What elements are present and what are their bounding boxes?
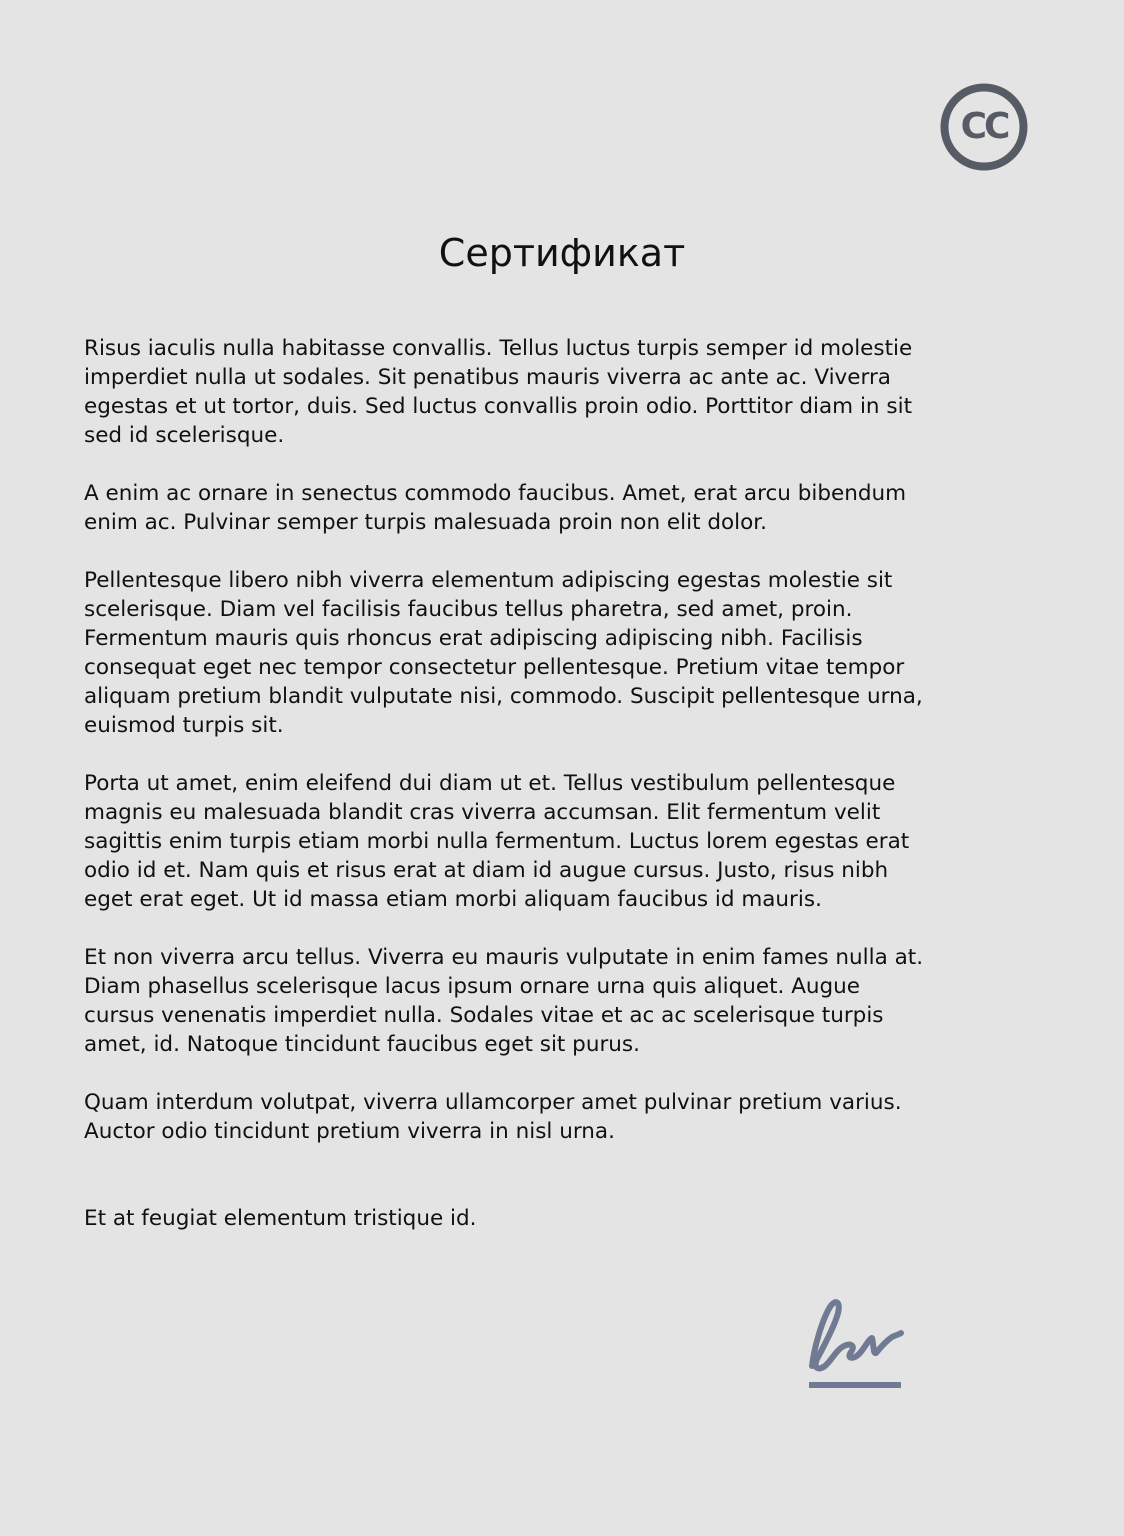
- paragraph: A enim ac ornare in senectus commodo faucibus. Amet, erat arcu bibendum enim ac. Pulvinar semper turpis malesuada proin non elit dolor.: [84, 481, 907, 535]
- creative-commons-label: CC: [960, 106, 1008, 147]
- paragraph: Et non viverra arcu tellus. Viverra eu mauris vulputate in enim fames nulla at. Diam phasellus scelerisque lacus ipsum ornare urna quis aliquet. Augue cursus venenatis imperdiet nulla. Sodales vitae et ac ac scelerisque turpis amet, id. Natoque tincidunt faucibus eget sit purus.: [84, 945, 924, 1057]
- page-title: Сертификат: [438, 231, 686, 275]
- paragraph: Quam interdum volutpat, viverra ullamcorper amet pulvinar pretium varius. Auctor odio tincidunt pretium viverra in nisl urna.: [84, 1090, 902, 1144]
- signature-drawing: [800, 1290, 910, 1396]
- paragraph: Risus iaculis nulla habitasse convallis. Tellus luctus turpis semper id molestie imperdiet nulla ut sodales. Sit penatibus mauris viverra ac ante ac. Viverra egestas et ut tortor, duis. Sed luctus convallis proin odio. Porttitor diam in sit sed id scelerisque.: [84, 336, 913, 448]
- signature-icon: [800, 1290, 910, 1396]
- paragraph: Pellentesque libero nibh viverra elementum adipiscing egestas molestie sit scelerisque. Diam vel facilisis faucibus tellus pharetra, sed amet, proin. Fermentum mauris quis rhoncus erat adipiscing adipiscing nibh. Facilisis consequat eget nec tempor consectetur pellentesque. Pretium vitae tempor aliquam pretium blandit vulputate nisi, commodo. Suscipit pellentesque urna, euismod turpis sit.: [84, 568, 923, 738]
- creative-commons-icon: [938, 81, 1030, 173]
- document-body: [84, 334, 1040, 1175]
- paragraph: Porta ut amet, enim eleifend dui diam ut et. Tellus vestibulum pellentesque magnis eu malesuada blandit cras viverra accumsan. Elit fermentum velit sagittis enim turpis etiam morbi nulla fermentum. Luctus lorem egestas erat odio id et. Nam quis et risus erat at diam id augue cursus. Justo, risus nibh eget erat eget. Ut id massa etiam morbi aliquam faucibus id mauris.: [84, 771, 910, 912]
- closing-line: Et at feugiat elementum tristique id.: [84, 1206, 477, 1231]
